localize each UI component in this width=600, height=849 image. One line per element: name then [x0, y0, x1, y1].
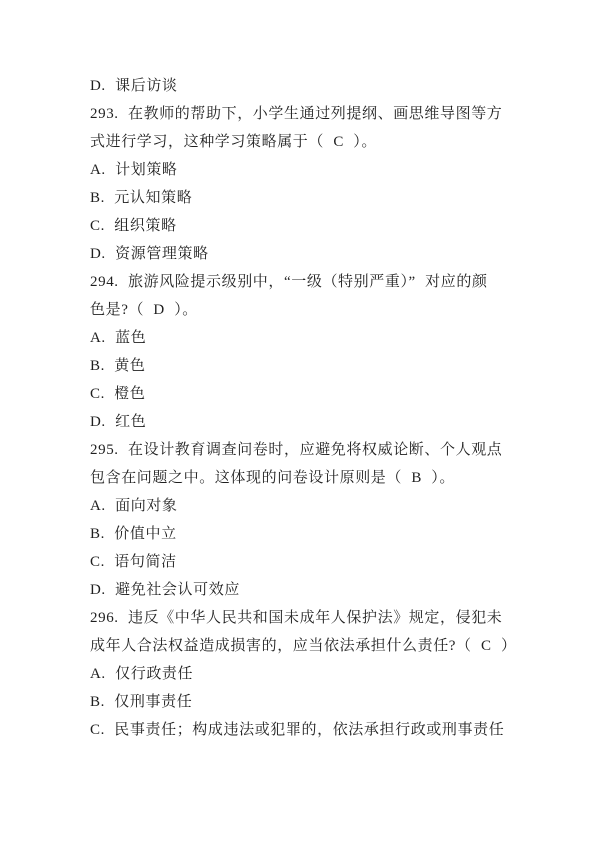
- question-296-stem-line1: 296. 违反《中华人民共和国未成年人保护法》规定，侵犯未: [90, 610, 503, 626]
- question-293-option-A: A. 计划策略: [90, 162, 178, 178]
- question-294-option-D: D. 红色: [90, 414, 147, 430]
- question-295-option-D: D. 避免社会认可效应: [90, 582, 240, 598]
- question-293-option-B: B. 元认知策略: [90, 190, 193, 206]
- question-293-option-C: C. 组织策略: [90, 218, 177, 234]
- question-295-stem-line2: 包含在问题之中。这体现的问卷设计原则是（ B ）。: [90, 470, 456, 486]
- question-293-stem-line1: 293. 在教师的帮助下，小学生通过列提纲、画思维导图等方: [90, 106, 503, 122]
- question-295-option-C: C. 语句简洁: [90, 554, 177, 570]
- question-295-option-A: A. 面向对象: [90, 498, 178, 514]
- question-294-stem-line1: 294. 旅游风险提示级别中，“一级（特别严重）” 对应的颜: [90, 274, 488, 290]
- question-293-option-D: D. 资源管理策略: [90, 246, 209, 262]
- question-295-stem-line1: 295. 在设计教育调查问卷时，应避免将权威论断、个人观点: [90, 442, 503, 458]
- question-296-option-B: B. 仅刑事责任: [90, 694, 193, 710]
- question-295-option-B: B. 价值中立: [90, 526, 177, 542]
- question-294-option-A: A. 蓝色: [90, 330, 147, 346]
- question-296-option-A: A. 仅行政责任: [90, 666, 194, 682]
- question-294-option-B: B. 黄色: [90, 358, 146, 374]
- question-296-stem-line2: 成年人合法权益造成损害的，应当依法承担什么责任?（ C ）: [90, 638, 517, 654]
- exam-text-block: [90, 72, 517, 744]
- option-292-D: D. 课后访谈: [90, 78, 178, 94]
- question-294-option-C: C. 橙色: [90, 386, 146, 402]
- question-294-stem-line2: 色是?（ D ）。: [90, 302, 198, 318]
- question-293-stem-line2: 式进行学习，这种学习策略属于（ C ）。: [90, 134, 378, 150]
- question-296-option-C: C. 民事责任；构成违法或犯罪的，依法承担行政或刑事责任: [90, 722, 505, 738]
